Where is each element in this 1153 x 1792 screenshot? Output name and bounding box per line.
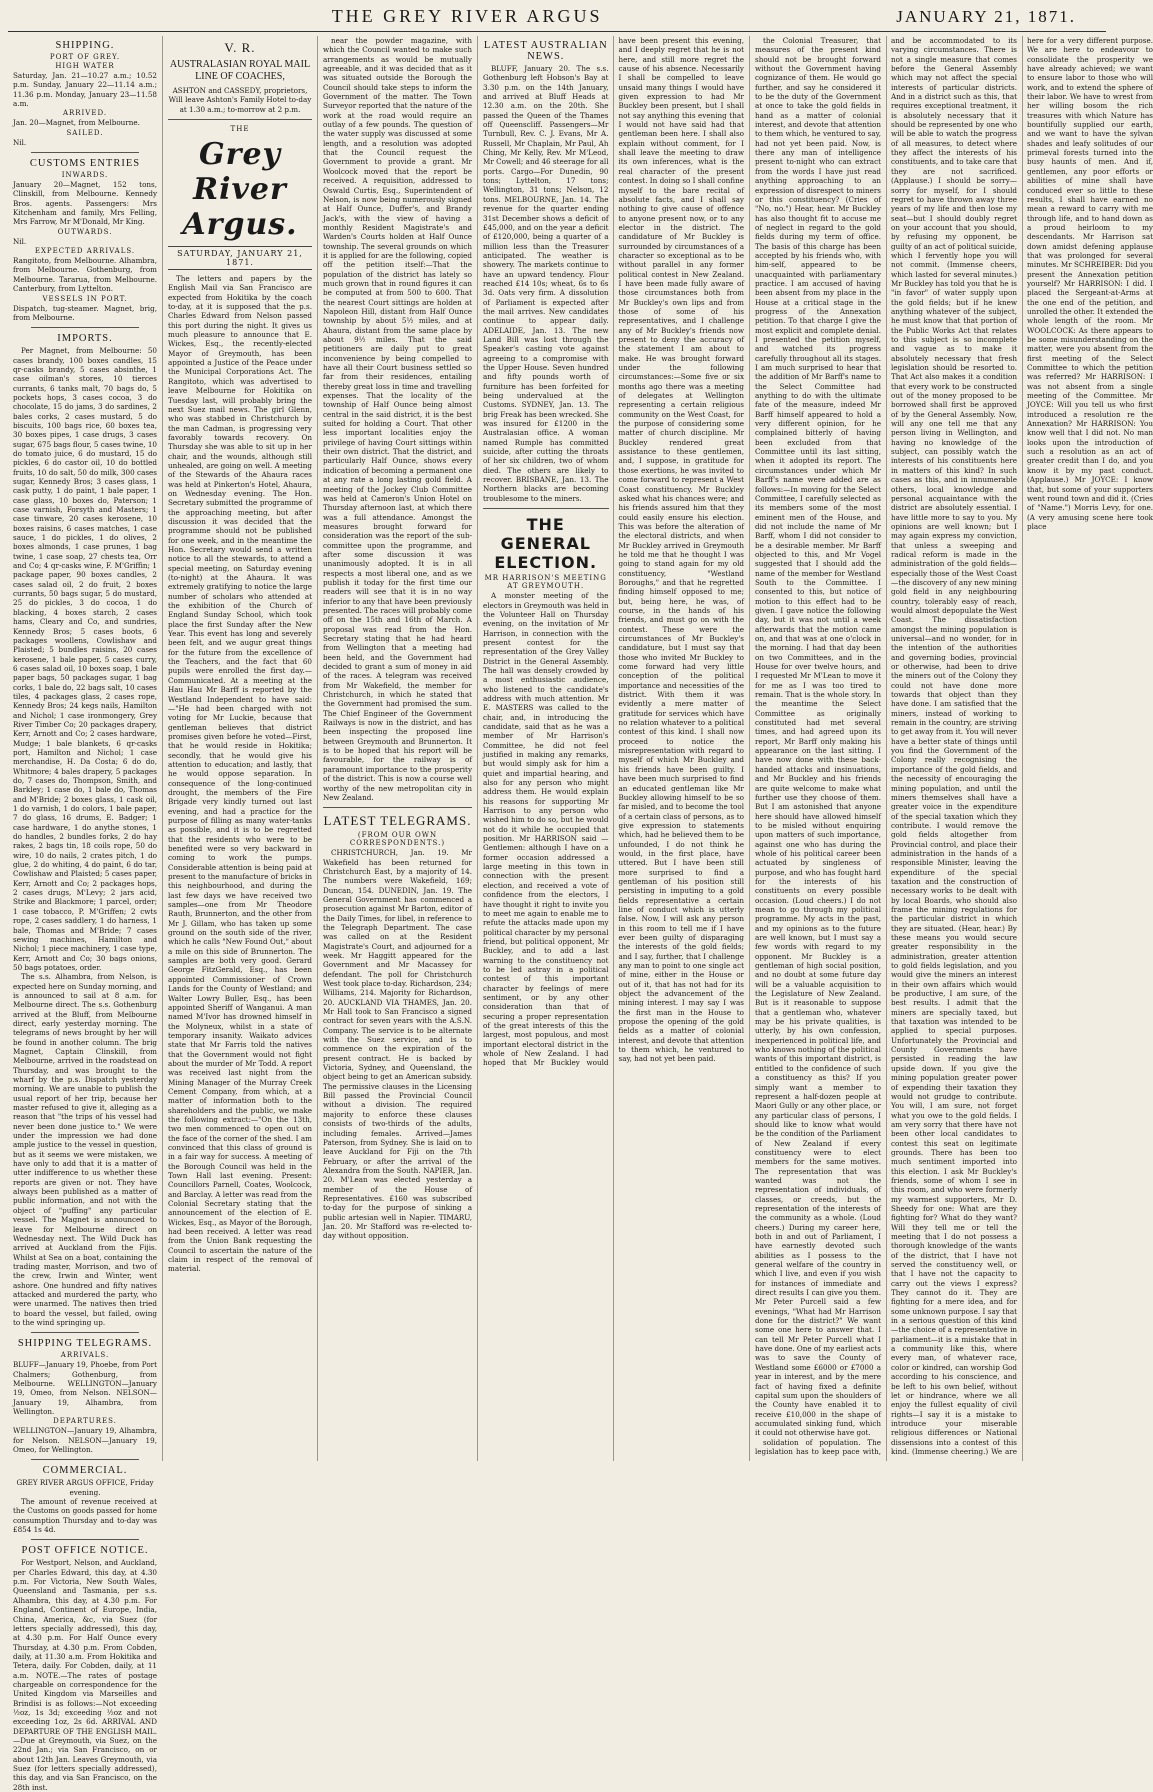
imports-text: Per Magnet, from Melbourne: 50 cases brandy, 100 boxes candles, 15 qr-casks brandy, 5 cases absinthe, 1 case oilman's stores, 10 tierces currants, 6 tanks malt, 70 bags do, 5 pockets hops, 3 cases cocoa, 3 do chocolate, 15 do jams, 3 do sardines, 2 bales corks, 2 cases mustard, 5 do biscuits, 100 bags rice, 60 boxes tea, 30 boxes pipes, 1 case drugs, 3 cases sugar, 675 bags flour, 5 cases twine, 10 do tomato juice, 6 do mustard, 15 do pickles, 6 do castor oil, 10 do bottled fruits, 10 do salt, 50 do milk, 300 cases sugar, Kennedy Bros; 3 cases glass, 1 cask putty, 1 do paint, 1 bale paper, 1 case glass, 10 boxes do, Paterson; 1 case varnish, Forsyth and Masters; 1 case tinware, 20 cases kerosene, 10 boxes raisins, 6 cases matches, 1 case sauce, 1 do pickles, 1 do olives, 2 boxes almonds, 1 case prunes, 1 bag twine, 1 case soap, 27 chests tea, Orr and Co; 4 qr-casks wine, F. M'Griffin; 1 package paper, 90 boxes candles, 2 cases salad oil, 2 do fruit, 2 boxes currants, 50 bags sugar, 5 do mustard, 25 do pickles, 3 do cocoa, 1 do blacking, 4 boxes starch, 2 cases hams, Cleary and Co, and sundries, Kennedy Bros; 5 cases boots, 6 packages woollens, Cowlishaw and Plaisted; 5 bundles raisins, 20 cases kerosene, 1 bale paper, 5 cases curry, 6 cases salad oil, 10 boxes soap, 1 bale paper bags, 50 packages sugar, 1 bag corks, 1 bale do, 22 bags salt, 10 cases tiles, 4 packages glass, 2 cases rope, Kennedy Bros; 24 kegs nails, Hamilton and Nichol; 1 case ironmongery, Grey River Timber Co; 20 packages drapery, Kerr, Arnott and Co; 2 cases hardware, Mudge; 1 bale blankets, 6 qr-casks port, Hamilton and Nichol; 1 case merchandise, H. Da Costa; 6 do do, Whitmore; 4 bales drapery, 5 packages do, 7 cases do, Thompson, Smith, and Barkley; 1 case do, 1 bale do, Thomas and M'Bride; 2 boxes glass, 1 cask oil, 1 do varnish, 1 do colors, 1 bale paper, 7 do glass, 16 drums, E. Badger; 1 case hardware, 1 do anythe stones, 1 do handles, 2 bundles forks, 2 do hay rakes, 2 bags tin, 18 coils rope, 50 do wire, 10 do nails, 2 crates pitch, 1 do glue, 2 do whiting, 4 do paint, 6 do tar, Cowlishaw and Plaisted; 5 cases paper, Kerr, Arnott and Co; 2 packages hops, 2 cases drugs, M'Levy; 2 jars acid, Strike and Blackmore; 1 parcel, order; 1 case tobacco, P. M'Griffen; 2 cwts rope, 2 cases saddlery, 1 do harness, 1 bale, Thomas and M'Bride; 7 cases sewing machines, Hamilton and Nichol; 1 piece machinery, 1 case type, Kerr, Arnott and Co; 30 bags onions, 50 bags potatoes, order. (13, 346, 157, 972)
arrivals-label: ARRIVALS. (60, 1351, 110, 1360)
divider (483, 508, 609, 509)
outwards-text: Nil. (13, 236, 27, 246)
sailed-label: SAILED. (66, 128, 104, 137)
divider (31, 327, 139, 328)
masthead (8, 6, 1106, 32)
divider (31, 1459, 139, 1460)
speech-two-columns (755, 36, 1153, 1461)
commercial-dateline: GREY RIVER ARGUS OFFICE, Friday evening. (16, 1478, 154, 1497)
divider (168, 119, 312, 120)
sailed-text: Nil. (13, 137, 27, 147)
vessels-text: Dispatch, tug-steamer. Magnet, brig, from Melbourne. (13, 303, 157, 322)
shipping-heading: SHIPPING. (55, 40, 115, 51)
inwards-text: January 20—Magnet, 152 tons, Clinskill, from Melbourne. Kennedy Bros. agents. Passengers: Mrs Kitchenham and family, Mrs Felling, Mrs Farrow, Mr M'Donald, Mr King. (13, 180, 157, 227)
shipping-telegrams-heading: SHIPPING TELEGRAMS. (17, 1338, 153, 1350)
telegrams-heading: LATEST TELEGRAMS. (323, 813, 472, 829)
column-editorial (163, 36, 318, 1461)
departures-label: DEPARTURES. (53, 1417, 117, 1426)
column-election (478, 36, 750, 1461)
arrivals-text: BLUFF—January 19, Phoebe, from Port Chalmers; Gothenburg, from Melbourne. WELLINGTON—January 19, Omeo, from Nelson. NELSON—January 19, Alhambra, from Wellington. (13, 1360, 157, 1416)
expected-label: EXPECTED ARRIVALS. (34, 247, 136, 256)
editorial-continued-text: near the powder magazine, with which the Council wanted to make such arrangements as would be mutually agreeable, and it was decided that as it was situated outside the Borough the Council should take steps to inform the Government of the matter. The Town Surveyor reported that the nature of the work at the road would require an outlay of a few pounds. The question of the water supply was discussed at some length, and a resolution was adopted that the Council request the Government to provide a grant. Mr Woolcock moved that the report be received. A requisition, addressed to Oswald Curtis, Esq., Superintendent of Nelson, is now being numerously signed at Half Ounce, Duffer's, and Brandy Jack's, with the view of having a monthly Resident Magistrate's and Warden's Courts holden at Half Ounce township. The several grounds on which it is applied for are the following, copied off the petition itself:—That the population of the district has lately so much grown that in round figures it can be computed at from 500 to 600. That the nearest Court sittings are holden at Napoleon Hill, distant from Half Ounce township by about 5½ miles, and at Ahaura, distant from the same place by about 9½ miles. That the said petitioners are daily put to great inconvenience by being compelled to have all their Court business settled so far from their residences, entailing thereby great loss in time and travelling expenses. That the locality of the township of Half Ounce being almost central in the said district, it is the best suited for holding a Court. That other less important localities enjoy the privilege of having Court sittings within their own district. That the district, and particularly Half Ounce, shows every indication of becoming a permanent one at any rate a long lasting gold field. A meeting of the Jockey Club Committee was held at Cameron's Union Hotel on Thursday afternoon last, at which there was a full attendance. Amongst the measures brought forward for consideration was the report of the sub-committee upon the programme, and after some discussion it was unanimously adopted. It is in all respects a most liberal one, and as we publish it today for the first time our readers will see that it is in no way inferior to any that have been previously presented. The races will probably come off on the 15th and 16th of March. A proposal was read from the Hon. Secretary stating that he had heard from Wellington that a meeting had been held, and the Government had decided to grant a sum of money in aid of the races. A telegram was received from Mr Wakefield, the member for Christchurch, in which he stated that the Government had promised the sum. The Chief Engineer of the Government Railways is now in the district, and has been inspecting the proposed line between Greymouth and Brunnerton. It is to be hoped that his report will be favourable, for the railway is of paramount importance to the prosperity of the district. This is now a course well worthy of the new metropolitan city in New Zealand. (323, 36, 472, 802)
shipping-notes-text: The s.s. Alhambra, from Nelson, is expected here on Sunday morning, and is announced to sail at 8 a.m. for Melbourne direct. The s.s. Gothenburg arrived at the Bluff, from Melbourne direct, early yesterday morning. The telegrams of news brought by her will be found in another column. The brig Magnet, Captain Clinskill, from Melbourne, arrived in the roadstead on Thursday, and was brought to the wharf by the p.s. Dispatch yesterday morning. We are unable to publish the usual report of her trip, because her master refused to give it, alleging as a reason that "the trips of his vessel had never been done justice to." We were under the impression we had done ample justice to the vessel in question, but as it seems we were mistaken, we have only to add that it is a matter of utter indifference to us whether these reports are given or not. They have always been published as a matter of public information, and not with the object of "puffing" any particular vessel. The Magnet is announced to leave for Melbourne direct on Wednesday next. The Wild Duck has arrived at Auckland from the Fijis. Whilst at Sea on a boat, containing the trading master, Morrison, and two of the crew, Irwin and Winter, went ashore. One hundred and fifty natives attacked and murdered the party, who were unarmed. The natives then tried to board the vessel, but failed, owing to the wind springing up. (13, 972, 157, 1327)
column-shipping (8, 36, 163, 1792)
masthead-title: THE GREY RIVER ARGUS (331, 6, 603, 26)
australian-heading: LATEST AUSTRALIAN NEWS. (483, 40, 608, 62)
paper-the: THE (230, 125, 250, 134)
imports-heading: IMPORTS. (57, 333, 113, 345)
paper-nameplate: Grey River Argus. (182, 137, 298, 243)
customs-heading: CUSTOMS ENTRIES (29, 158, 141, 170)
expected-text: Rangitoto, from Melbourne. Alhambra, from Melbourne. Gothenburg, from Melbourne. Tararua, from Melbourne. Canterbury, from Lyttelton. (13, 256, 157, 294)
election-subheading: MR HARRISON'S MEETING AT GREYMOUTH. (484, 574, 607, 591)
outwards-label: OUTWARDS. (57, 227, 113, 236)
column-telegrams (318, 36, 478, 1461)
high-water-text: Saturday, Jan. 21—10.27 a.m.; 10.52 p.m. Sunday, January 22—11.14 a.m.; 11.36 p.m. Monday, January 23—11.58 a.m. (13, 71, 157, 109)
columns (8, 36, 1153, 1792)
masthead-date: JANUARY 21, 1871. (896, 7, 1076, 26)
departures-text: WELLINGTON—January 19, Alhambra, for Nelson. NELSON—January 19, Omeo, for Wellington. (13, 1426, 157, 1455)
editorial-text: The letters and papers by the English Mail via San Francisco are expected from Hokitika by the coach to-day, at it is supposed that the p.s. Charles Edward from Nelson passed this port during the night. It gives us much pleasure to announce that E. Wickes, Esq., the recently-elected Mayor of Greymouth, has been appointed a Justice of the Peace under the Municipal Corporations Act. The Rangitoto, which was advertised to leave Melbourne for Hokitika on Tuesday last, will probably bring the next Suez mail news. The girl Glenn, who was stabbed in Christchurch by the man Cadman, is progressing very favorably towards recovery. On Thursday she was able to sit up in her chair, and the wounds, although still unhealed, are going on well. A meeting of the Stewards of the Ahaura races was held at Pinkerton's Hotel, Ahaura, on Wednesday evening. The Hon. Secretary submitted the programme of the approaching meeting, but after discussion it was decided that the programme should not be published for one week, and in the meantime the Hon. Secretary would send a written notice to all the stewards, to attend a special meeting, on Saturday evening (to-night) at the Ahaura. It was extremely gratifying to notice the large number of scholars who attended at the exhibition of the Church of England Sunday School, which took place the first Sunday after the New Year. This event has long and severely been felt, and we augur great things for the future from the excellence of the Teachers, and the fact that 60 pupils were enrolled the first day.—Communicated. At a meeting at the Hau Hau Mr Barff is reported by the Westland Independent to have said:—"He had been charged with not voting for Mr Luckie, because that gentleman believes that district promises given before he voted—First, that he would reside in Hokitika; secondly, that he would give his attention to education; and lastly, that he would oppose separation. In consequence of the long-continued drought, the members of the Fire Brigade very kindly turned out last evening, and had a practice for the purpose of filling as many water-tanks as possible, and it is to be regretted that the residents who were to be benefited were so very backward in coming to work the pumps. Considerable attention is being paid at present to the manufacture of bricks in this neighbourhood, and during the last few days we have received two samples—one from Mr Theodore Rauth, Brunnerton, and the other from Mr J. Gillam, who has taken up some ground on the south side of the river, which he calls "New Found Out," about a mile on this side of Brunnerton. The samples are both very good. Gerard George FitzGerald, Esq., has been appointed Commissioner of Crown Lands for the County of Westland; and Walter Lowry Buller, Esq., has been appointed Sheriff of Wanganui. A man named M'Ivor has drowned himself in the Molyneux, whilst in a state of temporary insanity. Waikato advices state that Mr Farris told the natives that the Government would not fight about the murder of Mr Todd. A report was received last night from the Mining Manager of the Murray Creek Cement Company, from which, at a matter of information both to the shareholders and the public, we make the following extract:—"On the 13th, two men commenced to open out on the face of the corner of the shed. I am convinced that this class of ground is in a fair way for success. A meeting of the Borough Council was held in the Town Hall last evening. Present: Councillors Parnell, Coates, Woolcock, and Barclay. A letter was read from the Colonial Secretary stating that the announcement of the election of E. Wickes, Esq., as Mayor of the Borough, had been received. A letter was read from the Union Bank requesting the Council to ascertain the nature of the claim in respect of the removal of material. (168, 274, 312, 1274)
post-office-text: For Westport, Nelson, and Auckland, per Charles Edward, this day, at 4.30 p.m. For Victoria, New South Wales, Queensland and Tasmania, per s.s. Alhambra, this day, at 4.30 p.m. For England, Continent of Europe, India, China, America, &c, via Suez (for letters specially addressed), this day, at 4.30 p.m. For Half Ounce every Thursday, at 4.30 p.m. From Cobden, daily, at 11.30 a.m. From Hokitika and Tetera, daily. For Cobden, daily, at 11 a.m. NOTE.—The rates of postage chargeable on correspondence for the United Kingdom via Marseilles and Brindisi is as follows:—Not exceeding ½oz, 1s 3d; exceeding ½oz and not exceeding 1oz, 2s 6d. ARRIVAL AND DEPARTURE OF THE ENGLISH MAIL.—Due at Greymouth, via Suez, on the 22nd Jan.; via San Francisco, on or about 12th Jan. Leaves Greymouth, via Suez (for letters specially addressed), this day, and via San Francisco, on the 28th inst. (13, 1558, 157, 1792)
high-water-label: HIGH WATER (55, 62, 115, 70)
column-election-continued (750, 36, 1153, 1461)
australian-text: BLUFF, January 20. The s.s. Gothenburg left Hobson's Bay at 3.30 p.m. on the 14th January, and arrived at Bluff Heads at 12.30 a.m. on the 20th. She passed the Queen of the Thames off Queenscliff. Passengers—Mr Turnbull, Rev. C. J. Evans, Mr A. Russell, Mr Chaplain, Mr Paul, Ah Ching, Mr Kelly, Rev. Mr M'Leod, Mr Cowell; and 46 steerage for all ports. Cargo—For Dunedin, 90 tons; Lyttelton, 17 tons; Wellington, 31 tons; Nelson, 12 tons. MELBOURNE, Jan. 14. The revenue for the quarter ending 31st December shows a deficit of £45,000, and on the year a deficit of £120,000, being a quarter of a million less than the Treasurer anticipated. The weather is showery. The markets continue to have an upward tendency. Flour reached £14 10s; wheat, 6s to 6s 3d. Oats very firm. A dissolution of Parliament is expected after the mail arrives. New candidates continue to appear daily. ADELAIDE, Jan. 13. The new Land Bill was lost through the Speaker's casting vote against agreeing to a compromise with the Upper House. Seven hundred and fifty pounds worth of furniture has been forfeited for being undervalued at the Customs. SYDNEY, Jan. 13. The brig Freak has been wrecked. She was insured for £1200 in the Australasian office. A woman named Rumple has committed suicide, after cutting the throats of her six children, two of whom died. The others are likely to recover. BRISBANE, Jan. 13. The Northern blacks are becoming troublesome to the miners. (483, 64, 609, 503)
divider (31, 152, 139, 153)
election-heading: THE GENERAL ELECTION. (494, 515, 598, 573)
post-office-heading: POST OFFICE NOTICE. (21, 1545, 149, 1557)
mail-coach-text: ASHTON and CASSEDY, proprietors, Will leave Ashton's Family Hotel to-day at 1.30 a.m.; to-morrow at 2 p.m. (168, 86, 312, 114)
commercial-text: The amount of revenue received at the Customs on goods passed for home consumption Thursday and to-day was £854 1s 4d. (13, 1497, 157, 1535)
port-heading: PORT OF GREY. (49, 53, 121, 61)
telegrams-subheading: (FROM OUR OWN CORRESPONDENTS.) (349, 831, 446, 848)
divider (31, 1332, 139, 1333)
divider (31, 1539, 139, 1540)
mail-coach-title: AUSTRALASIAN ROYAL MAIL LINE OF COACHES, (169, 59, 311, 82)
paper-dateline: SATURDAY, JANUARY 21, 1871. (168, 246, 312, 270)
commercial-heading: COMMERCIAL. (42, 1465, 128, 1477)
inwards-label: INWARDS. (61, 171, 109, 180)
divider (323, 807, 472, 808)
vessels-label: VESSELS IN PORT. (42, 294, 128, 303)
mail-coach-vr: V. R. (224, 40, 256, 55)
election-final-text: solidation of population. The legislation has to keep pace with, and be accommodated to its varying circumstances. There is not a single measure that comes before the General Assembly which may not affect the special interests of particular districts. And in a district such as this, that requires exceptional treatment, it is absolutely necessary that it should be represented by one who will be able to watch the progress of all measures, to detect where they affect the interests of his constituents, and to take care that they are not sacrificed. (Applause.) I should be sorry—sorry for myself, for I should regret to have thrown away three years of my life and then lose my seat—but I should doubly regret on your account that you should, by refusing my opponent, be guilty of an act of political suicide, which I fervently hope you will not commit. (Immense cheers, which lasted for several minutes.) Mr Buckley has told you that he is "in favor" of water supply upon the gold fields; but if he knew anything whatever of the subject, he must know that that portion of the Public Works Act that relates to this subject is so incomplete and vague as to make it absolutely necessary that fresh legislation should be resorted to. That Act also makes it a condition that every work to be constructed out of the money proposed to be borrowed shall first be approved of by the General Assembly. Now, will any one tell me that any person living in Wellington, and having no knowledge of the subject, can possibly watch the interests of his constituents here in matters of this kind? In such cases as this, and in innumerable others, local knowledge and personal acquaintance with the district are absolutely essential. I have little more to say to you. My opinions are well known; but I may again express my conviction, that unless a sweeping and radical reform is made in the administration of the gold fields—especially those of the West Coast—the discovery of any new mining gold field in any neighbouring country, tolerably easy of reach, would almost depopulate the West Coast. The dissatisfaction amongst the mining population is universal—and no wonder, for in the intention of the authorities and governing bodies, provincial or otherwise, had been to drive the miners out of the Colony they could not have done more towards that object than they have done. I am satisfied that the miners, instead of working to remain in the country, are striving to get away from it. You will never have a better state of things until you find the Government of the Colony really recognising the importance of the gold fields, and the necessity of encouraging the mining population, and until the miners themselves shall have a greater voice in the expenditure of the special taxation which they contribute. I would remove the gold fields altogether from Provincial control, and place their administration in the hands of a responsible Minister, leaving the expenditure of the special taxation and the construction of necessary works to be dealt with by local Boards, who should also frame the mining regulations for the particular district in which they are situated. (Hear, hear.) By these means you would secure greater responsibility in the administration, greater attention to gold fields legislation, and you would give the miners an interest in their own affairs which would be productive, I am sure, of the best results. I admit that the miners are specially taxed, but that taxation was intended to be applied to special purposes. Unfortunately the Provincial and County Governments have persisted in reading the law upside down. If you give the mining population greater power of expending their taxation they would not grudge to contribute. You will, I am sure, not forget what you owe to the gold fields. I am very sorry that there have not been other local candidates to contest this seat on legitimate grounds. There has been too much sentiment imported into this election. I ask Mr Buckley's friends, some of whom I see in this room, and who were formerly my warmest supporters, Mr D. Sheedy for one: What are they fighting for? What do they want? Will they tell me or tell the meeting that I do not possess a thorough knowledge of the wants of the district, that I have not served the constituency well, or that I have not the capacity to carry out the views I express? They cannot do it. They are fighting for a mere idea, and for some unknown purpose. I say that in a serious question of this kind—the choice of a representative in parliament—it is a mistake that in a community like this, where every man, of whatever race, color or kindred, can worship God according to his conscience, and be left to his own belief, without let or hindrance, where we all enjoy the fullest equality of civil rights—I say it is a mistake to introduce your miserable religious differences or National dissensions into a contest of this kind. (Immense cheering.) We are here for a very different purpose. We are here to endeavour to consolidate the prosperity we have already achieved; we want to ensure labor to those who will work, and to extend the sphere of their labor. We have to wrest from her willing bosom the rich treasures with which Nature has bountifully supplied our earth, and we want to have the sylvan shades and leafy solitudes of our primeval forests turned into the busy haunts of men. And if, gentlemen, any poor efforts or abilities of mine shall have conduced ever so little to these results, I shall have earned no mean a reward to carry with me through life, and to hand down as a proud heirloom to my descendants. Mr Harrison sat down amidst defening applause that was prolonged for several minutes. Mr SCHREIBER: Did you present the Annexation petition yourself? Mr HARRISON: I did. I placed the Sergeant-at-Arms at the one end of the petition, and unrolled the other. It extended the whole length of the room. Mr WOOLCOCK: As there appears to be some misunderstanding on the matter, were you absent from the first meeting of the Select Committee to which the petition was referred? Mr HARRISON: I was not absent from a single meeting of the Committee. Mr JOYCE: Will you tell us who first introduced a resolution re the Annexation? Mr HARRISON: You know well that I did not. No man looks upon the introduction of such a resolution as an act of greater credit than I do, and you know it by my past conduct. (Applause.) Mr JOYCE: I know that, but some of your supporters went round town and did it. (Cries of "Name.") Morris Levy, for one. (A very amusing scene here took place (755, 36, 1153, 1456)
election-two-columns (483, 36, 744, 1461)
arrived-label: ARRIVED. (62, 109, 108, 118)
election-text: A monster meeting of the electors in Greymouth was held in the Volunteer Hall on Thursday evening, on the invitation of Mr Harrison, in connection with the present contest for the representation of the Grey Valley District in the General Assembly. The hall was densely crowded by a most enthusiastic audience, who listened to the candidate's address with much attention. Mr E. MASTERS was called to the chair, and, in introducing the candidate, said that as he was a member of Mr Harrison's Committee, he did not feel justified in making any remarks, but would simply ask for him a quiet and impartial hearing, and also for any person who might address them. He would explain his reasons for supporting Mr Harrison to any person who wished him to do so, but he would not do it while he occupied that position. Mr HARRISON said — Gentlemen: although I have on a former occasion addressed a large meeting in this town in connection with the present election, and received a vote of confidence from the electors, I have thought it right to invite you to meet me again to enable me to refute the attacks made upon my political character by my personal friend, but political opponent, Mr Buckley, and to add a last warning to the constituency not to be led astray in a political contest of this important character by feelings of mere sentiment, or by any other consideration than that of securing a proper representation of the great interests of this the largest, most populous, and most important electoral district in the whole of New Zealand. I had hoped that Mr Buckley would have been present this evening, and I deeply regret that he is not here, and still more regret the cause of his absence. Necessarily I shall be compelled to leave unsaid many things I would have given expression to had Mr Buckley been present, but I shall not say anything this evening that I would not have said had that gentleman been here. I shall also explain without comment, for I shall leave the meeting to draw its own inferences, what is the real character of the present contest. In doing so I shall confine myself to the bare recital of absolute facts, and I shall say nothing to give cause of offence to anyone present now, or to any elector in the district. The candidature of Mr Buckley is surrounded by circumstances of a character so exceptional as to be without parallel in any former political contest in New Zealand. I have been made fully aware of those circumstances both from Mr Buckley's own lips and from those of some of his representatives, and I challenge any of Mr Buckley's friends now present to deny the accuracy of the statement I am about to make. He was brought forward under the following circumstances:—Some five or six months ago there was a meeting of delegates at Wellington representing a certain religious community on the West Coast, for the purpose of considering some matter of church discipline. Mr Buckley rendered great assistance to these gentlemen, and, I suppose, in gratitude for those exertions, he was invited to come forward to represent a West Coast constituency. Mr Buckley asked what his chances were; and his friends assured him that they could easily ensure his election. This was before the alteration of the electoral districts, and when Mr Buckley arrived in Greymouth he told me that he thought I was going to stand again for my old constituency, "Westland Boroughs," and that he regretted finding himself opposed to me; but, being here, he was, of course, in the hands of his friends, and must go on with the contest. These were the circumstances of Mr Buckley's candidature, but I must say that those who invited Mr Buckley to come forward had very little conception of the political importance and necessities of the district. With them it was evidently a mere matter of gratitude for services which have no relation whatever to a political contest of this kind. I shall now proceed to notice the misrepresentation with regard to myself of which Mr Buckley and his friends have been guilty. I have been much surprised to find an educated gentleman like Mr Buckley allowing himself to be so far misled, and to become the tool of a certain class of persons, as to give expression to statements which, had he believed them to be unfounded, I do not think he would, in the first place, have uttered. But I have been still more surprised to find a gentleman of his position still persisting in imputing to a gold fields representative a certain line of conduct which is utterly false. Now, I will ask any person in this room to tell me if I have ever been guilty of disparaging the interests of the gold fields; and I say, further, that I challenge any man to point to one single act of mine, either in the House or out of it, that has not had for its object the advancement of the mining interest. I may say I was the first man in the House to propose the opening of the gold fields as a matter of colonial interest, and devote that attention to them which, he ventured to say, had not yet been paid. (483, 36, 744, 1068)
telegrams-text: CHRISTCHURCH, Jan. 19. Mr Wakefield has been returned for Christchurch East, by a majority of 14. The numbers were Wakefield, 169; Duncan, 154. DUNEDIN, Jan. 19. The General Government has commenced a prosecution against Mr Barton, editor of the Daily Times, for libel, in reference to the Telegraph Department. The case was called on at the Resident Magistrate's Court, and adjourned for a week. Mr Haggitt appeared for the Government and Mr Macassey for defendant. The poll for Christchurch West took place to-day. Richardson, 234; Williams, 214. Majority for Richardson, 20. AUCKLAND VIA THAMES, Jan. 20. Mr Hall took to San Francisco a signed contract for seven years with the A.S.N. Company. The service is to be alternate with the Suez service, and is to commence on the expiration of the present contract. He is backed by Victoria, Sydney, and Queensland, the object being to get an American subsidy. The permissive clauses in the Licensing Bill passed the Provincial Council without a division. The required majority to enforce these clauses consists of two-thirds of the adults, including females. Arrived—James Paterson, from Sydney. She is laid on to leave Auckland for Fiji on the 7th February, or after the arrival of the Alexandra from the South. NAPIER, Jan. 20. M'Lean was elected yesterday a member of the House of Representatives. £160 was subscribed to-day for the purpose of sinking a public artesian well in Napier. TIMARU, Jan. 20. Mr Stafford was re-elected to-day without opposition. (323, 848, 472, 1241)
arrived-text: Jan. 20—Magnet, from Melbourne. (13, 118, 140, 128)
election-continued-text: the Colonial Treasurer, that measures of the present kind should not be brought forward without the Government having cognizance of them. He would go further, and say he considered it to be the duty of the Government at once to take the gold fields in hand as a matter of colonial interest, and devote that attention to them which, he ventured to say, had not yet been paid. Now, is there any man of intelligence present to-night who can extract from the words I have just read anything approaching to an expression of disrespect to miners or this constituency? (Cries of "No, no.") Hear, hear. Mr Buckley has also thought fit to accuse me of neglect in regard to the gold fields during my term of office. The basis of this charge has been accepted by his friends who, with him-self, appeared to be unacquainted with parliamentary practice. I am accused of having been absent from my place in the House at a critical stage in the progress of the Annexation petition. To that charge I give the most explicit and complete denial. I presented the petition myself, and watched its progress carefully throughout all its stages. I am much surprised to hear that the addition of Mr Barff's name to the Select Committee had anything to do with the ultimate fate of the measure, indeed Mr Barff himself appeared to hold a very different opinion, for he complained bitterly of having been excluded from that Committee until its last sitting, when it adopted its report. The circumstances under which Mr Barff's name were added are as follows:—In moving for the Select Committee, I carefully selected as its members some of the most eminent men of the House, and did not include the name of Mr Barff, whom I did not consider to be a desirable member. Mr Barff objected to this, and Mr Vogel suggested that I should add the name of the member for Westland South to the Committee. I consented to this, but notice of motion to this effect had to be given. I gave notice the following day, but it was not until a week afterwards that the motion came on, and that was at one o'clock in the morning. I had that day been on two Committees, and in the House for over twelve hours, and I requested Mr M'Lean to move it for me as I was too tired to remain. That is the whole story. In the meantime the Select Committee as originally constituted had met several times, and had agreed upon its report, Mr Barff only making his appearance on the last sitting. I have now done with these back-handed attacks and insinuations, and Mr Buckley and his friends are quite welcome to make what further use they choose of them. But I am astonished that anyone here should have allowed himself to be misled without enquiring upon matters of such importance, against one who has during the whole of his political career been actuated by singleness of purpose, and who has fought hard for the interests of his constituents on every possible occasion. (Loud cheers.) I do not mean to go through my political programme. My acts in the past, and my opinions as to the future are well known, but I must say a few words with regard to my opponent. Mr Buckley is a gentleman of high social position, and no doubt at some future day will be a valuable acquisition to the Legislature of New Zealand. But is it reasonable to suppose that a gentleman who, whatever may be his private qualities, is utterly, by his own confession, inexperienced in political life, and who knows nothing of the political wants of this important district, is entitled to the confidence of such a constituency as this? If you simply want a member to represent a half-dozen people at Maori Gully or any other place, or any particular class of persons, I should like to know what would be the condition of the Parliament of New Zealand if every constituency were to elect members for the same motives. The representation that was wanted was not the representation of individuals, of classes, or creeds, but the representation of the interests of the community as a whole. (Loud cheers.) During my career here, both in and out of Parliament, I have earnestly devoted such abilities as I possess to the general welfare of the country in which I live, and even if you wish for instances of immediate and direct results I can give you them. Mr Peter Purcell said a few evenings, "What had Mr Harrison done for the district?" We want some one here to answer that. I can tell Mr Peter Purcell what I have done. One of my earliest acts was to save the County of Westland some £6000 or £7000 a year in interest, and by the mere fact of having fixed a definite capital sum upon the shoulders of the County have enabled it to receive £10,000 in the shape of accumulated sinking fund, which it could not otherwise have got. (755, 36, 881, 1438)
